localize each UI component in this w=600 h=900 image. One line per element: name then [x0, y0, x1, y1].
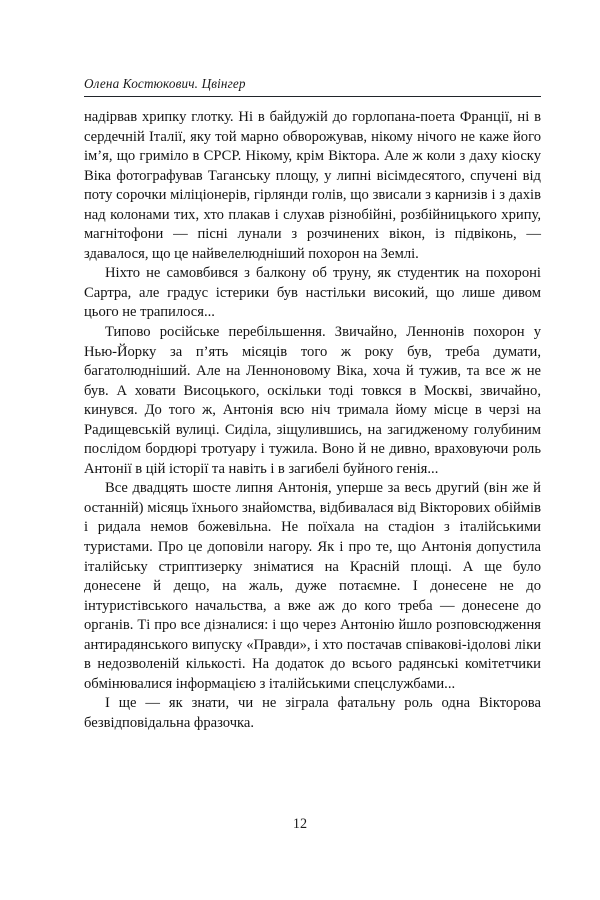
paragraph: І ще — як знати, чи не зіграла фатальну роль одна Вікторова безвідповідальна фразочка.: [84, 695, 541, 731]
running-head-rule: [84, 96, 541, 97]
page-number: 12: [292, 816, 308, 832]
paragraph: Ніхто не самовбився з балкону об труну, як студентик на похороні Сартра, але градус істерики був настільки високий, що лише дивом цього не трапилося...: [84, 265, 541, 321]
paragraph: надірвав хрипку глотку. Ні в байдужій до горлопана-поета Франції, ні в сердечній Італії, яку той марно обворожував, нікому нічого не каже його ім’я, що гриміло в СРСР. Нікому, крім Віктора. Але ж коли з даху кіоску Віка фотографував Таганську площу, у липні вісімдесятого, спучені від поту сорочки міліціонерів, гірлянди голів, що звисали з карнизів і з дахів над колонами тих, хто плакав і слухав різнобійні, розбійницького хрипу, магнітофони — пісні лунали з розчинених вікон, із підвіконь, — здавалося, що це найвелелюдніший похорон на Землі.: [84, 109, 541, 262]
running-head: [84, 76, 540, 92]
page-folio: [0, 815, 600, 833]
paragraph: Все двадцять шосте липня Антонія, уперше за весь другий (він же й останній) місяць їхнього знайомства, відбивалася від Вікторових обіймів і ридала немов божевільна. Не поїхала на стадіон з італійськими туристами. Про це доповіли нагору. Як і про те, що Антонія допустила італійську стриптизерку зніматися на Красній площі. А ще було донесене й дещо, на жаль, дуже потаємне. І донесене не до інтуристівського начальства, а вже аж до кого треба — донесене до органів. Ті про все дізналися: і що через Антонію йшло розповсюдження антирадянського випуску «Правди», і хто постачав співакові-ідолові ліки в недозволеній кількості. На додаток до всього радянські комітетчики обмінювалися інформацією з італійськими спецслужбами...: [84, 480, 541, 692]
body-text-block: [84, 108, 541, 734]
paragraph: Типово російське перебільшення. Звичайно, Леннонів похорон у Нью-Йорку за п’ять місяців того ж року був, треба думати, багатолюдніший. Але на Ленноновому Віка, хоча й тужив, та все ж не був. А ховати Висоцького, оскільки тоді товкся в Москві, звичайно, кинувся. До того ж, Антонія всю ніч тримала йому місце в черзі на Радищевській вулиці. Сиділа, зіщулившись, на загидженому голубиним послідом бордюрі тротуару і тужила. Воно й не дивно, враховуючи роль Антонії в цій історії та навіть і в загибелі буйного генія...: [84, 324, 541, 477]
running-head-text: Олена Костюкович. Цвінгер: [84, 76, 246, 91]
